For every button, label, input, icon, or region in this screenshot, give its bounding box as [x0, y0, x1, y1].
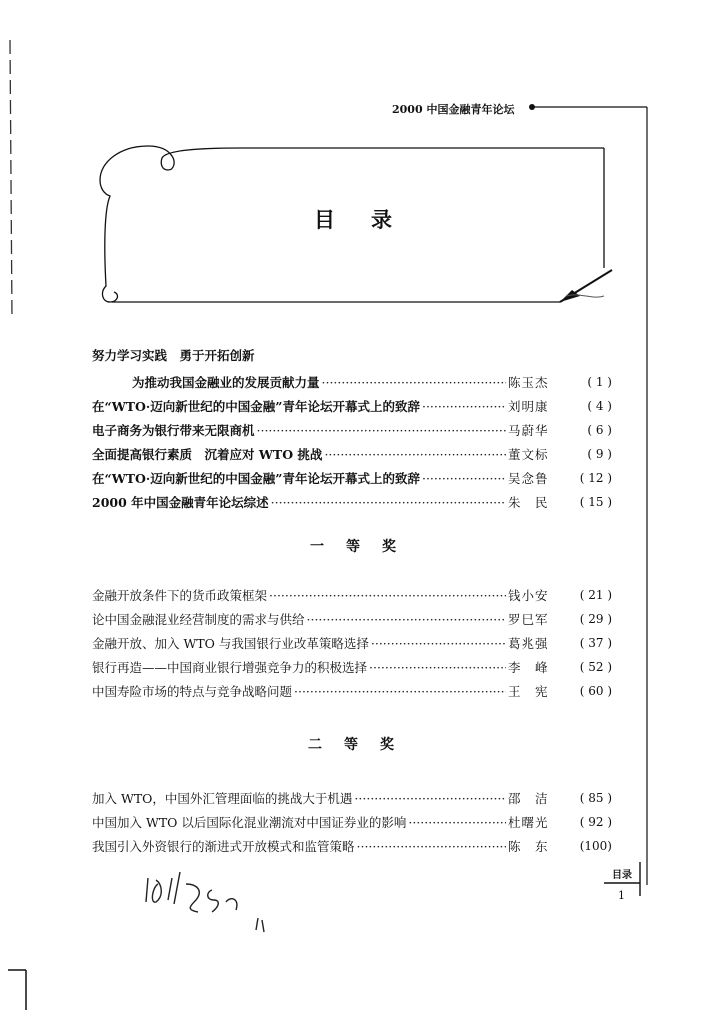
toc-entry: [92, 632, 612, 654]
toc-entry-page: ( 21 ): [579, 588, 612, 602]
toc-entry: [132, 371, 612, 393]
section-heading-first-prize: 一等奖: [310, 539, 418, 555]
toc-entry-author: 杜曙光: [508, 815, 549, 830]
toc-entry-page: (100): [579, 839, 612, 853]
scan-edge-mark: [10, 40, 12, 320]
toc-entry: [92, 443, 612, 465]
toc-entry-author: 邵 洁: [508, 791, 549, 806]
leader-dots: [294, 684, 506, 699]
leader-dots: [271, 495, 506, 510]
toc-entry-title: 中国加入 WTO 以后国际化混业潮流对中国证券业的影响: [92, 815, 407, 830]
leader-dots: [269, 588, 506, 603]
toc-entry-author: 吴念鲁: [508, 471, 549, 486]
toc-entry: [92, 608, 612, 630]
toc-entry: [92, 811, 612, 833]
leader-dots: [371, 636, 506, 651]
toc-entry-page: ( 52 ): [579, 660, 612, 674]
toc-entry-page: ( 85 ): [579, 791, 612, 805]
toc-entry: [92, 491, 612, 513]
leader-dots: [357, 839, 506, 854]
toc-entry-page: ( 15 ): [579, 495, 612, 509]
toc-entry-title: 金融开放、加入 WTO 与我国银行业改革策略选择: [92, 636, 369, 651]
toc-entry-page: ( 12 ): [579, 471, 612, 485]
header-bullet: [529, 104, 535, 110]
toc-entry: [92, 419, 612, 441]
toc-entry-page: ( 6 ): [587, 423, 612, 437]
running-header: 2000 中国金融青年论坛: [392, 103, 515, 116]
toc-entry: [92, 656, 612, 678]
toc-entry-title: 在“WTO·迈向新世纪的中国金融”青年论坛开幕式上的致辞: [92, 399, 420, 414]
toc-entry-author: 董文标: [508, 447, 549, 462]
toc-entry-title: 电子商务为银行带来无限商机: [92, 423, 255, 438]
leader-dots: [322, 375, 506, 390]
leader-dots: [257, 423, 506, 438]
toc-entry-title: 中国寿险市场的特点与竞争战略问题: [92, 684, 293, 699]
toc-entry: [92, 680, 612, 702]
toc-entry-author: 刘明康: [508, 399, 549, 414]
toc-entry-title: 全面提高银行素质 沉着应对 WTO 挑战: [92, 447, 323, 462]
pen-icon: [560, 270, 612, 302]
leader-dots: [422, 399, 506, 414]
toc-entry-title: 我国引入外资银行的渐进式开放模式和监管策略: [92, 839, 355, 854]
toc-entry-title: 在“WTO·迈向新世纪的中国金融”青年论坛开幕式上的致辞: [92, 471, 420, 486]
toc-entry-page: ( 1 ): [587, 375, 612, 389]
title-frame-curve: [100, 146, 148, 302]
toc-entry-author: 陈 东: [508, 839, 549, 854]
toc-entry-title: 2000 年中国金融青年论坛综述: [92, 495, 269, 510]
footer-section-label: 目录: [612, 870, 632, 881]
toc-entry-title: 金融开放条件下的货币政策框架: [92, 588, 268, 603]
toc-entry-author: 陈玉杰: [508, 375, 549, 390]
toc-entry-title: 加入 WTO，中国外汇管理面临的挑战大于机遇: [92, 791, 353, 806]
toc-entry-page: ( 29 ): [579, 612, 612, 626]
toc-entry-title: 为推动我国金融业的发展贡献力量: [132, 375, 320, 390]
toc-entry-page: ( 4 ): [587, 399, 612, 413]
toc-entry: [92, 787, 612, 809]
toc-entry-author: 罗巳军: [508, 612, 549, 627]
toc-entry: [92, 835, 612, 857]
toc-entry: [92, 584, 612, 606]
leader-dots: [354, 791, 506, 806]
toc-entry-page: ( 37 ): [579, 636, 612, 650]
page-title: 目录: [314, 207, 428, 232]
toc-entry-author: 王 宪: [508, 684, 549, 699]
toc-entry: [92, 467, 612, 489]
section-heading-second-prize: 二等奖: [308, 737, 416, 753]
page-number: 1: [618, 889, 625, 902]
toc-entry-author: 葛兆强: [508, 636, 549, 651]
toc-entry-page: ( 60 ): [579, 684, 612, 698]
leader-dots: [324, 447, 506, 462]
handwritten-signature: [146, 872, 264, 932]
leader-dots: [408, 815, 506, 830]
leader-dots: [422, 471, 506, 486]
toc-entry-page: ( 92 ): [579, 815, 612, 829]
toc-entry-author: 马蔚华: [508, 423, 549, 438]
toc-entry-author: 李 峰: [508, 660, 549, 675]
leader-dots: [307, 612, 506, 627]
title-frame-top: [148, 146, 604, 170]
toc-entry-author: 钱小安: [508, 588, 549, 603]
toc-entry-title-line1: 努力学习实践 勇于开拓创新: [92, 348, 255, 363]
leader-dots: [369, 660, 506, 675]
toc-entry-title: 论中国金融混业经营制度的需求与供给: [92, 612, 305, 627]
toc-entry-author: 朱 民: [508, 495, 549, 510]
toc-entry: [92, 395, 612, 417]
toc-entry-title: 银行再造——中国商业银行增强竞争力的积极选择: [92, 660, 368, 675]
toc-entry-page: ( 9 ): [587, 447, 612, 461]
